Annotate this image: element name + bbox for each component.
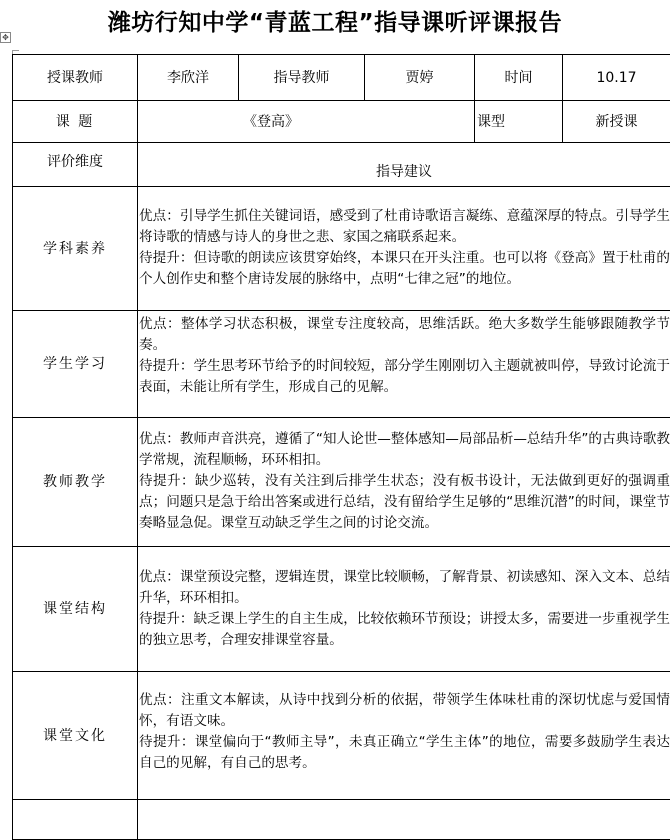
teacher-label: 授课教师 — [13, 55, 138, 101]
feedback-cell[interactable] — [138, 547, 670, 672]
strength-text: 优点：课堂预设完整，逻辑连贯，课堂比较顺畅，了解背景、初读感知、深入文本、总结升华，环环相扣。 — [139, 567, 670, 609]
improve-text: 待提升：缺少巡转，没有关注到后排学生状态；没有板书设计，无法做到更好的强调重点；问题只是急于给出答案或进行总结，没有留给学生足够的“思维沉潜”的时间，课堂节奏略显急促。课堂互动缺乏学生之间的讨论交流。 — [139, 471, 670, 534]
teacher-value[interactable]: 李欣洋 — [138, 55, 239, 101]
guidance-header: 指导建议 — [138, 143, 670, 183]
strength-text: 优点：注重文本解读，从诗中找到分析的依据，带领学生体味杜甫的深切忧虑与爱国情怀，有语文味。 — [139, 690, 670, 732]
improve-text: 待提升：课堂偏向于“教师主导”，未真正确立“学生主体”的地位，需要多鼓励学生表达自己的见解，有自己的思考。 — [139, 732, 670, 774]
dimension-name: 学生学习 — [13, 311, 138, 418]
header-row — [13, 55, 670, 101]
dimension-row — [13, 311, 670, 418]
dimension-header: 评价维度 — [13, 143, 138, 187]
improve-text: 待提升：学生思考环节给予的时间较短，部分学生刚刚切入主题就被叫停，导致讨论流于表面，未能让所有学生，形成自己的见解。 — [139, 356, 670, 398]
dimension-name: 学科素养 — [13, 187, 138, 311]
dimension-row — [13, 187, 670, 311]
dimension-row — [13, 672, 670, 800]
strength-text: 优点：引导学生抓住关键词语，感受到了杜甫诗歌语言凝练、意蕴深厚的特点。引导学生将诗歌的情感与诗人的身世之悲、家国之痛联系起来。 — [139, 206, 670, 248]
strength-text: 优点：教师声音洪亮，遵循了“知人论世—整体感知—局部品析—总结升华”的古典诗歌教学常规，流程顺畅，环环相扣。 — [139, 429, 670, 471]
dimension-row — [13, 547, 670, 672]
lesson-type-label: 课型 — [475, 101, 563, 143]
feedback-cell[interactable] — [138, 418, 670, 547]
lesson-type-value[interactable]: 新授课 — [563, 101, 670, 143]
improve-text: 待提升：缺乏课上学生的自主生成，比较依赖环节预设；讲授太多，需要进一步重视学生的独立思考，合理安排课堂容量。 — [139, 609, 670, 651]
time-label: 时间 — [475, 55, 563, 101]
dimension-name: 教师教学 — [13, 418, 138, 547]
report-title: 潍坊行知中学“青蓝工程”指导课听评课报告 — [0, 4, 670, 37]
dimension-row — [13, 418, 670, 547]
evaluation-table — [12, 54, 670, 840]
feedback-cell[interactable] — [138, 187, 670, 311]
mentor-value[interactable]: 贾婷 — [365, 55, 475, 101]
feedback-cell[interactable] — [138, 672, 670, 800]
topic-value[interactable]: 《登高》 — [138, 101, 475, 143]
eval-header-row — [13, 143, 670, 187]
topic-row — [13, 101, 670, 143]
strength-text: 优点：整体学习状态积极，课堂专注度较高，思维活跃。绝大多数学生能够跟随教学节奏。 — [139, 314, 670, 356]
topic-label: 课 题 — [13, 101, 138, 143]
feedback-cell[interactable] — [138, 311, 670, 418]
improve-text: 待提升：但诗歌的朗读应该贯穿始终，本课只在开头注重。也可以将《登高》置于杜甫的个人创作史和整个唐诗发展的脉络中，点明“七律之冠”的地位。 — [139, 248, 670, 290]
dimension-name: 课堂结构 — [13, 547, 138, 672]
guidance-header-cell — [138, 143, 670, 187]
mentor-label: 指导教师 — [239, 55, 365, 101]
dimension-name: 课堂文化 — [13, 672, 138, 800]
table-move-handle-icon[interactable]: ✥ — [0, 32, 11, 43]
time-value[interactable]: 10.17 — [563, 55, 670, 101]
